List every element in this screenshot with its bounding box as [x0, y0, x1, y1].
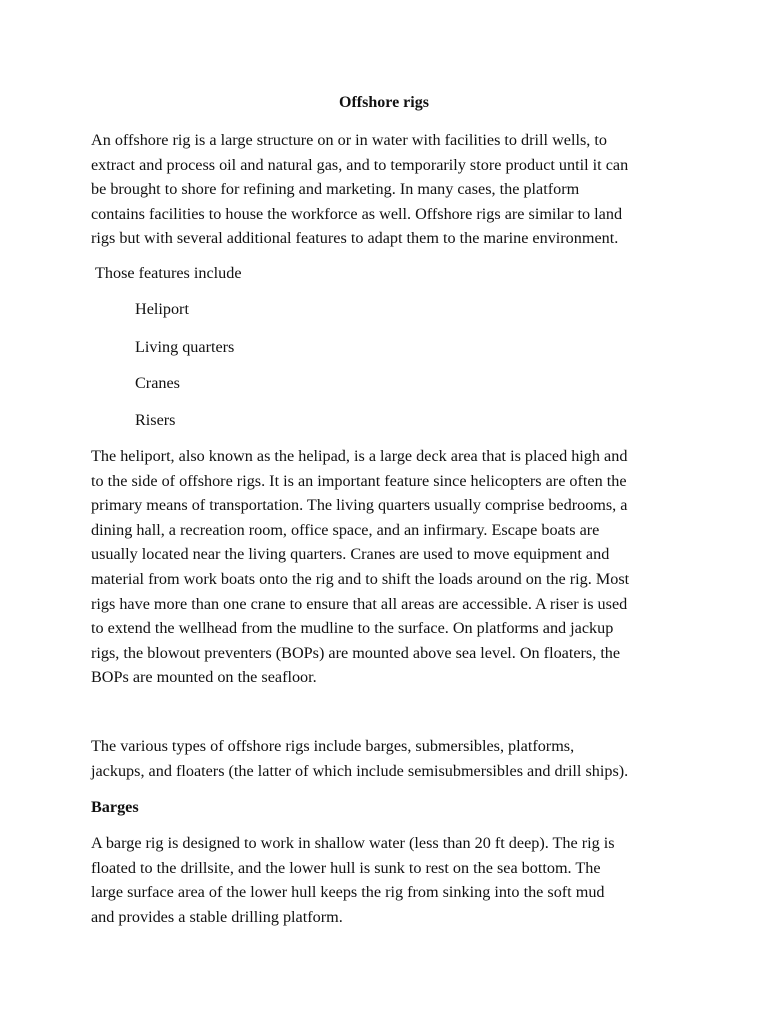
text-line: material from work boats onto the rig and to shift the loads around on the rig. Most [91, 569, 630, 588]
text-line: dining hall, a recreation room, office space, and an infirmary. Escape boats are [91, 520, 600, 539]
text-line: to the side of offshore rigs. It is an important feature since helicopters are often the [91, 471, 627, 490]
feature-item-risers: Risers [135, 411, 176, 429]
text-line: extract and process oil and natural gas, and to temporarily store product until it can [91, 155, 629, 174]
text-line: rigs have more than one crane to ensure that all areas are accessible. A riser is used [91, 594, 628, 613]
text-line: be brought to shore for refining and marketing. In many cases, the platform [91, 180, 580, 199]
text-line: primary means of transportation. The living quarters usually comprise bedrooms, a [91, 496, 628, 515]
text-line: rigs but with several additional features to adapt them to the marine environment. [91, 229, 619, 248]
features-lead: Those features include [95, 264, 242, 282]
feature-item-living-quarters: Living quarters [135, 338, 235, 356]
feature-item-heliport: Heliport [135, 300, 189, 318]
text-line: floated to the drillsite, and the lower hull is sunk to rest on the sea bottom. The [91, 858, 601, 877]
page-title: Offshore rigs [339, 94, 429, 111]
text-line: BOPs are mounted on the seafloor. [91, 668, 317, 687]
text-line: to extend the wellhead from the mudline to the surface. On platforms and jackup [91, 619, 614, 638]
text-line: A barge rig is designed to work in shallow water (less than 20 ft deep). The rig is [91, 834, 615, 852]
features-detail-paragraph [91, 444, 691, 690]
barges-paragraph [91, 831, 691, 929]
text-line: An offshore rig is a large structure on or in water with facilities to drill wells, to [91, 131, 607, 149]
text-line: The various types of offshore rigs include barges, submersibles, platforms, [91, 737, 575, 755]
text-line: rigs, the blowout preventers (BOPs) are mounted above sea level. On floaters, the [91, 643, 621, 662]
text-line: The heliport, also known as the helipad, is a large deck area that is placed high and [91, 447, 628, 465]
rig-types-paragraph [91, 734, 691, 783]
text-line: contains facilities to house the workforce as well. Offshore rigs are similar to land [91, 204, 623, 223]
text-line: and provides a stable drilling platform. [91, 907, 343, 926]
feature-item-cranes: Cranes [135, 374, 180, 392]
intro-paragraph [91, 128, 691, 251]
text-line: usually located near the living quarters. Cranes are used to move equipment and [91, 545, 610, 564]
text-line: jackups, and floaters (the latter of which include semisubmersibles and drill ships). [91, 761, 629, 780]
text-line: large surface area of the lower hull keeps the rig from sinking into the soft mud [91, 883, 605, 902]
section-heading-barges: Barges [91, 798, 139, 816]
